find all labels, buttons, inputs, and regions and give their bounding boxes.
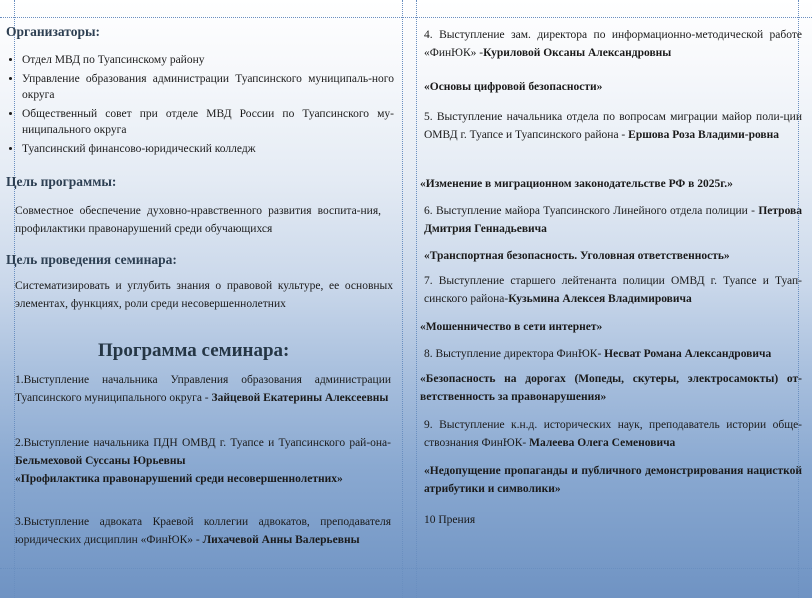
speaker-name: Кузьмина Алексея Владимировича <box>508 293 692 305</box>
guide-line-top <box>0 17 812 18</box>
program-item-text: 9. Выступление к.н.д. исторических наук, преподаватель истории обще-ствознания ФинЮК- <box>424 419 802 449</box>
program-item-3 <box>15 513 391 549</box>
guide-line-fold-right <box>416 0 417 598</box>
speaker-name: Петрова Дмитрия Геннадьевича <box>424 205 802 235</box>
organizer-item: • Управление образования администрации Туапсинского муниципаль-ного округа <box>22 71 394 104</box>
speaker-name: Малеева Олега Семеновича <box>529 437 676 449</box>
guide-line-fold-left <box>402 0 403 598</box>
speech-topic: «Профилактика правонарушений среди несовершеннолетних» <box>15 473 343 485</box>
program-item-7 <box>424 272 802 308</box>
speaker-name: Зайцевой Екатерины Алексеевны <box>211 392 389 404</box>
speech-topic: «Транспортная безопасность. Уголовная ответственность» <box>424 250 730 262</box>
organizer-item: • Отдел МВД по Туапсинскому району <box>22 52 394 69</box>
program-item-2 <box>15 434 391 488</box>
speech-topic: «Недопущение пропаганды и публичного демонстрирования нацисткой атрибутики и символики» <box>424 465 802 495</box>
program-item-text: 1.Выступление начальника Управления образования администрации Туапсинского муниципального округа - <box>15 374 391 404</box>
speech-topic: «Мошенничество в сети интернет» <box>420 321 603 333</box>
program-item-text: 6. Выступление майора Туапсинского Линейного отдела полиции - <box>424 205 759 217</box>
goal-text: Совместное обеспечение духовно-нравственного развития воспита-ния, профилактики правонарушений среди обучающихся <box>15 205 381 235</box>
program-item-4 <box>424 26 802 62</box>
program-item-8 <box>424 345 802 363</box>
organizers-title: Организаторы: <box>6 24 101 39</box>
speaker-name: Бельмеховой Суссаны Юрьевны <box>15 455 186 467</box>
speaker-name: Куриловой Оксаны Александровны <box>483 47 672 59</box>
seminar-goal-text: Систематизировать и углубить знания о правовой культуре, ее основных элементах, функциях, роли среди несовершеннолетних <box>15 280 393 310</box>
speech-topic: «Изменение в миграционном законодательстве РФ в 2025г.» <box>420 178 733 190</box>
program-item-9 <box>424 416 802 452</box>
seminar-goal-title: Цель проведения семинара: <box>6 252 177 267</box>
goal-title: Цель программы: <box>6 174 117 189</box>
program-title: Программа семинара: <box>98 340 290 361</box>
program-item-1 <box>15 371 391 407</box>
program-item-5 <box>424 108 802 144</box>
program-item-text: 3.Выступление адвоката Краевой коллегии адвокатов, преподавателя юридических дисциплин «ФинЮК» - <box>15 516 391 546</box>
guide-line-bottom <box>0 568 812 569</box>
speaker-name: Ершова Роза Владими-ровна <box>628 129 780 141</box>
organizer-item: • Туапсинский финансово-юридический колледж <box>22 141 394 158</box>
speaker-name: Лихачевой Анны Валерьевны <box>202 534 360 546</box>
program-item-10: 10 Прения <box>424 514 476 526</box>
program-item-text: 7. Выступление старшего лейтенанта полиции ОМВД г. Туапсе и Туап-синского района- <box>424 275 802 305</box>
program-item-text: 5. Выступление начальника отдела по вопросам миграции майор поли-ции ОМВД г. Туапсе и Туапсинского района - <box>424 111 802 141</box>
speech-topic: «Безопасность на дорогах (Мопеды, скутеры, электросамокты) от-ветственность за правонарушения» <box>420 373 802 403</box>
speaker-name: Несват Романа Александровича <box>604 348 772 360</box>
program-item-text: 4. Выступление зам. директора по информационно-методической работе «ФинЮК» - <box>424 29 802 59</box>
program-item-6 <box>424 202 802 238</box>
speech-topic: «Основы цифровой безопасности» <box>424 81 603 93</box>
organizer-item: • Общественный совет при отделе МВД России по Туапсинского му-ниципального округа <box>22 106 394 139</box>
program-item-text: 2.Выступление начальника ПДН ОМВД г. Туапсе и Туапсинского рай-она- <box>15 437 391 449</box>
program-item-text: 8. Выступление директора ФинЮК- <box>424 348 605 360</box>
organizers-list <box>6 52 394 159</box>
